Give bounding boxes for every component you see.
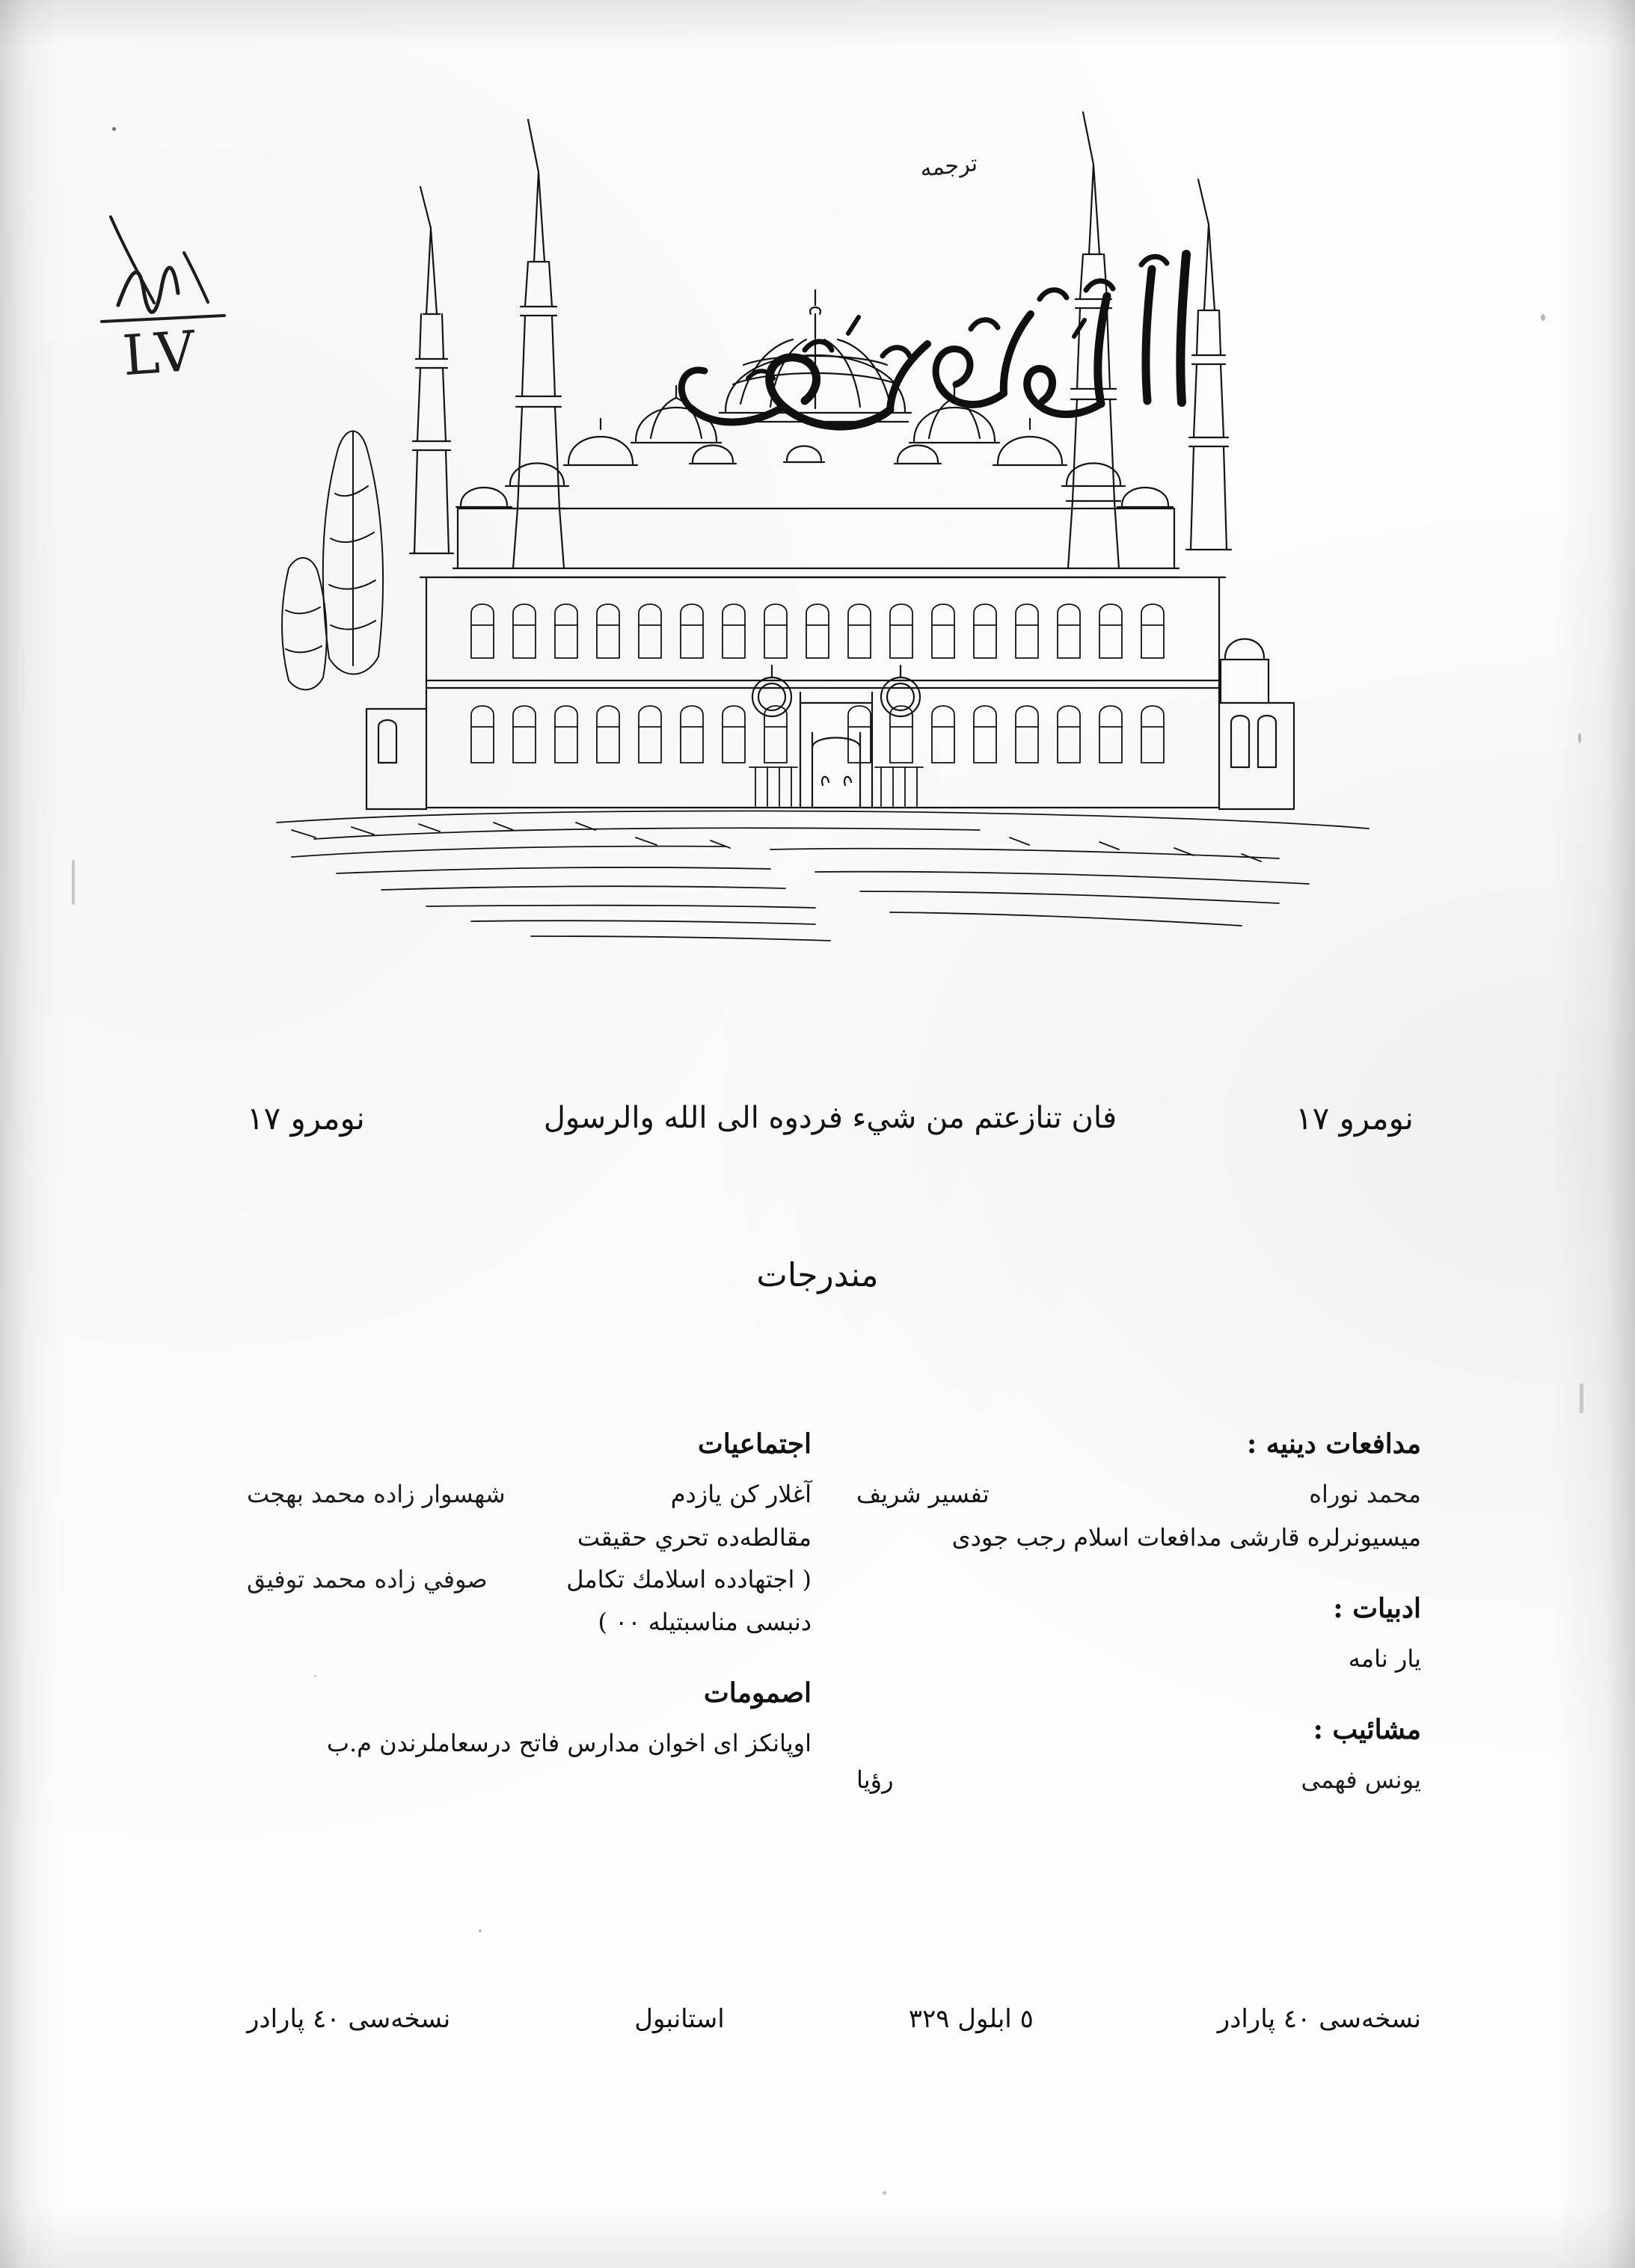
- contents-section-title: مشائيب :: [1313, 1713, 1421, 1745]
- shelfmark-text: LV: [120, 319, 200, 389]
- scan-speckle: [883, 2191, 886, 2195]
- contents-entry-title: ( اجتهادده اسلامك تكامل: [566, 1564, 812, 1594]
- spacer: [247, 1643, 812, 1677]
- contents-section-title: ادبيات :: [1333, 1592, 1421, 1624]
- imprint-line: [247, 2004, 1421, 2034]
- contents-entry-title: يار نامه: [1348, 1644, 1421, 1673]
- spacer: [856, 1680, 1421, 1714]
- contents-entry-title: مقالطه‌ده تحري حقيقت: [577, 1522, 812, 1552]
- contents-entry-author: يونس فهمى: [1301, 1765, 1421, 1794]
- contents-entry-title: رؤيا: [856, 1765, 894, 1794]
- contents-entry-author: صوفي زاده محمد توفيق: [247, 1564, 488, 1594]
- contents-entry: [856, 1759, 1421, 1802]
- scan-speckle: [1578, 733, 1581, 743]
- contents-column-right: [247, 1428, 812, 1801]
- scan-speckle: [1580, 1383, 1583, 1413]
- contents-column-left: [856, 1428, 1421, 1801]
- issue-number-left: نومرو ١٧: [247, 1099, 365, 1137]
- contents-entry: [247, 1473, 812, 1516]
- masthead-illustration: [247, 90, 1414, 1062]
- contents-entry-title: تفسير شريف: [856, 1480, 990, 1508]
- contents-entry-author: شهسوار زاده محمد بهجت: [247, 1480, 506, 1508]
- scan-edge-shadow-left: [0, 0, 67, 2268]
- scan-edge-shadow-top: [0, 0, 1635, 52]
- scan-speckle: [479, 1929, 482, 1932]
- quran-verse: فان تنازعتم من شيء فردوه الى الله والرسول: [543, 1101, 1117, 1135]
- imprint-price-left: نسخه‌سى ٤٠ پارادر: [247, 2004, 451, 2034]
- issue-line: [247, 1092, 1414, 1144]
- contents-entry: [247, 1558, 812, 1602]
- contents-entry-title: دنبسى مناسبتيله ٠٠ ): [598, 1608, 812, 1637]
- contents-section-title: اجتماعيات: [697, 1428, 812, 1460]
- imprint-price-right: نسخه‌سى ٤٠ پارادر: [1217, 2004, 1421, 2034]
- scan-edge-shadow-right: [1545, 0, 1635, 2268]
- contents-section-title: اصمومات: [703, 1677, 812, 1709]
- contents-entry-title: آغلار كن يازدم: [670, 1480, 812, 1508]
- scan-speckle: [112, 127, 116, 131]
- contents-entry: [856, 1473, 1421, 1516]
- contents-heading: مندرجات: [756, 1256, 879, 1294]
- contents-list: [247, 1428, 1421, 1801]
- contents-entry-author: محمد نوراه: [1309, 1480, 1421, 1508]
- spacer: [856, 1558, 1421, 1593]
- issue-number-right: نومرو ١٧: [1295, 1099, 1414, 1137]
- scan-speckle: [72, 860, 75, 905]
- imprint-place: استانبول: [634, 2004, 725, 2034]
- contents-section-title: مدافعات دينيه :: [1246, 1428, 1421, 1460]
- masthead-superscript: ترجمه: [918, 150, 979, 182]
- contents-entry-title: اوپانكز اى اخوان مدارس فاتح درسعاملرندن م.ب: [326, 1729, 812, 1758]
- imprint-date: ٥ ابلول ٣٢٩: [908, 2004, 1034, 2034]
- contents-entry-title: ميسيونرلره قارشى مدافعات اسلام رجب جودى: [951, 1522, 1421, 1552]
- scan-speckle: [1541, 314, 1545, 321]
- scan-edge-shadow-bottom: [0, 2201, 1635, 2268]
